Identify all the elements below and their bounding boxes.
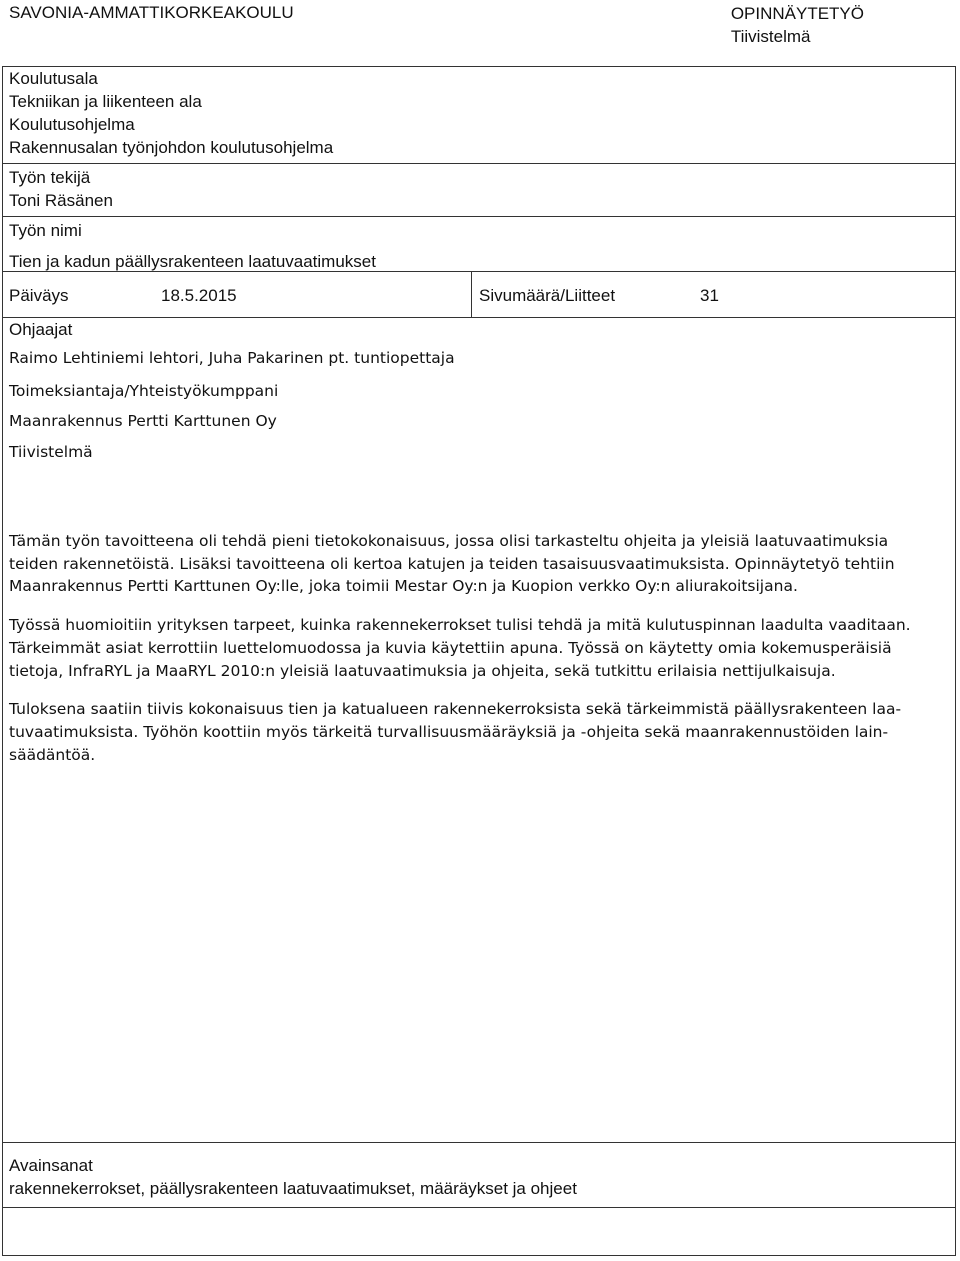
- author-label: Työn tekijä: [9, 168, 91, 187]
- abstract-line: Työssä huomioitiin yrityksen tarpeet, kuinka rakennekerrokset tulisi tehdä ja mitä kulutuspinnan laadulta vaaditaan.: [9, 616, 911, 635]
- author-value: Toni Räsänen: [9, 191, 113, 210]
- abstract-body: [9, 530, 953, 782]
- title-label: Työn nimi: [9, 221, 82, 240]
- divider: [2, 317, 956, 318]
- document-type-label: OPINNÄYTETYÖ: [730, 4, 864, 23]
- abstract-line: Tärkeimmät asiat kerrottiin luettelomuodossa ja kuvia käytettiin apuna. Työssä on käytetty omia kokemusperäisiä: [9, 638, 892, 657]
- abstract-paragraph: [9, 698, 953, 766]
- title-value: Tien ja kadun päällysrakenteen laatuvaatimukset: [9, 252, 376, 271]
- abstract-line: teiden rakennetöistä. Lisäksi tavoitteena oli kertoa katujen ja teiden tasaisuusvaatimuksista. Opinnäytetyö tehtiin: [9, 554, 895, 573]
- field-value: Tekniikan ja liikenteen ala: [9, 92, 202, 111]
- abstract-line: Tuloksena saatiin tiivis kokonaisuus tien ja katualueen rakennekerroksista sekä tärkeimmistä päällysrakenteen laa-: [9, 700, 902, 719]
- keywords-value: rakennekerrokset, päällysrakenteen laatuvaatimukset, määräykset ja ohjeet: [9, 1179, 577, 1198]
- abstract-line: tuvaatimuksista. Työhön koottiin myös tärkeitä turvallisuusmääräyksiä ja -ohjeita sekä maanrakennustöiden lain-: [9, 722, 889, 741]
- program-label: Koulutusohjelma: [9, 115, 135, 134]
- abstract-paragraph: [9, 530, 953, 598]
- abstract-line: tietoja, InfraRYL ja MaaRYL 2010:n yleisiä laatuvaatimuksia ja ohjeita, sekä tutkittu erilaisia nettijulkaisuja.: [9, 661, 836, 680]
- abstract-line: säädäntöä.: [9, 745, 96, 764]
- client-label: Toimeksiantaja/Yhteistyökumppani: [9, 382, 279, 400]
- document-type: [731, 2, 864, 48]
- divider: [2, 1207, 956, 1208]
- institution-name: SAVONIA-AMMATTIKORKEAKOULU: [9, 3, 294, 22]
- document-subtype-label: Tiivistelmä: [730, 27, 811, 46]
- program-value: Rakennusalan työnjohdon koulutusohjelma: [9, 138, 334, 157]
- divider: [471, 271, 472, 317]
- field-label: Koulutusala: [9, 69, 98, 88]
- date-label: Päiväys: [9, 286, 69, 305]
- keywords-label: Avainsanat: [9, 1156, 93, 1175]
- date-value: 18.5.2015: [161, 286, 237, 305]
- abstract-line: Maanrakennus Pertti Karttunen Oy:lle, joka toimii Mestar Oy:n ja Kuopion verkko Oy:n aliurakoitsijana.: [9, 577, 798, 596]
- divider: [2, 216, 956, 217]
- divider: [2, 1142, 956, 1143]
- divider: [2, 163, 956, 164]
- abstract-label: Tiivistelmä: [9, 443, 93, 461]
- pages-label: Sivumäärä/Liitteet: [479, 286, 616, 305]
- abstract-paragraph: [9, 614, 953, 682]
- supervisors-value: Raimo Lehtiniemi lehtori, Juha Pakarinen pt. tuntiopettaja: [9, 349, 455, 367]
- abstract-line: Tämän työn tavoitteena oli tehdä pieni tietokokonaisuus, jossa olisi tarkasteltu ohjeita ja yleisiä laatuvaatimuksia: [9, 532, 889, 550]
- client-value: Maanrakennus Pertti Karttunen Oy: [9, 412, 277, 430]
- supervisors-label: Ohjaajat: [9, 320, 73, 339]
- pages-value: 31: [700, 286, 719, 305]
